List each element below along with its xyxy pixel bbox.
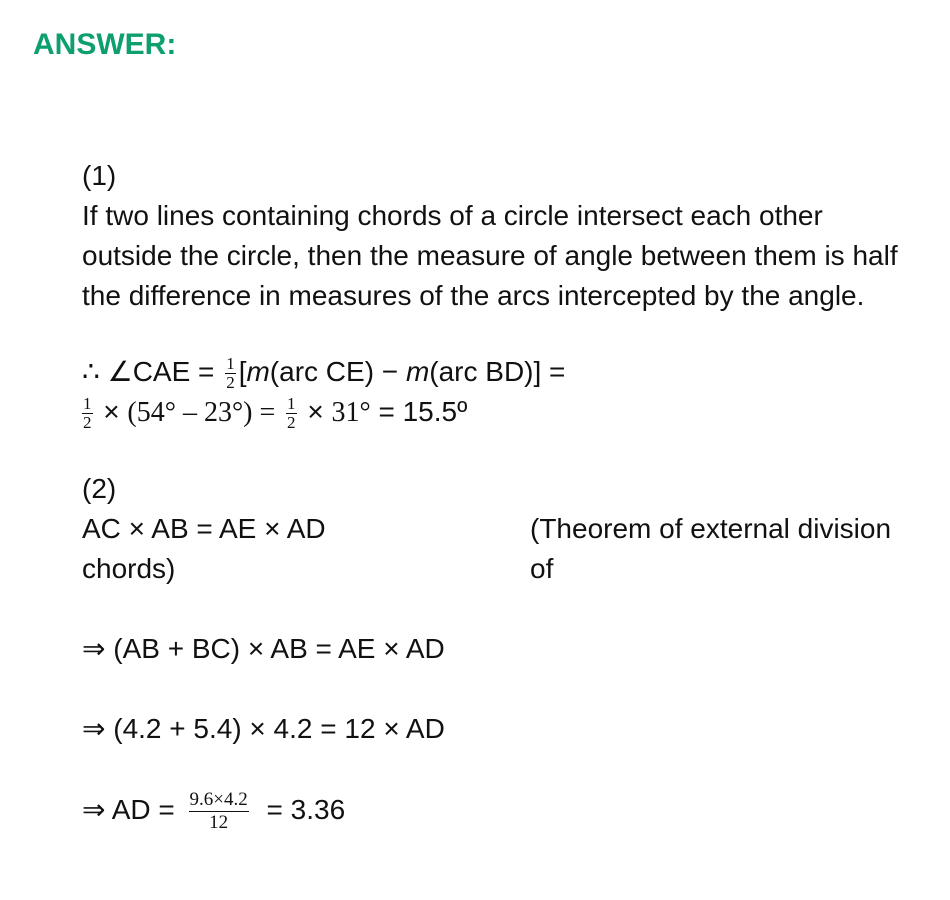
arc-bd-text: (arc BD)] = — [429, 356, 566, 387]
bracket-open: [ — [238, 356, 247, 387]
theorem-reason: (Theorem of external division of — [530, 513, 892, 585]
half-fraction — [225, 355, 236, 392]
arc-difference: (54° – 23°) = — [127, 397, 276, 429]
fraction-numerator: 1 — [226, 354, 235, 374]
external-division-equation: AC × AB = AE × AD — [82, 513, 326, 545]
fraction-denominator: 12 — [209, 812, 229, 834]
step-2: ⇒ (4.2 + 5.4) × 4.2 = 12 × AD — [82, 713, 445, 745]
step-3 — [82, 789, 912, 834]
fraction-denominator: 2 — [287, 413, 296, 433]
fraction-numerator: 9.6×4.2 — [189, 789, 248, 811]
fraction-denominator: 2 — [83, 413, 92, 433]
theorem-reason-continued: chords) — [82, 553, 176, 585]
times-sign: × — [103, 396, 120, 428]
part2-label: (2) — [82, 473, 117, 505]
part1-equation-line2 — [82, 392, 912, 433]
ad-fraction — [189, 789, 249, 834]
value-31-degrees: 31° — [331, 397, 371, 429]
step-1: ⇒ (AB + BC) × AB = AE × AD — [82, 633, 445, 665]
step3-prefix: ⇒ AD = — [82, 794, 175, 825]
solution-content — [82, 156, 912, 834]
half-fraction-2 — [82, 395, 93, 432]
measure-m-1: m — [246, 356, 270, 387]
measure-m-2: m — [405, 356, 430, 387]
half-fraction-3 — [286, 395, 297, 432]
fraction-denominator: 2 — [226, 373, 235, 393]
arc-ce-text: (arc CE) − — [269, 356, 399, 387]
therefore-angle-cae: ∴ ∠CAE = — [82, 356, 215, 387]
part1-equation-line1 — [82, 352, 912, 392]
times-sign: × — [307, 396, 324, 428]
part1-label: (1) — [82, 160, 117, 191]
part1-result: = 15.5º — [378, 396, 468, 428]
answer-heading: ANSWER: — [33, 28, 177, 61]
fraction-numerator: 1 — [83, 394, 92, 414]
theorem-text: If two lines containing chords of a circle intersect each other outside the circle, then the measure of angle between them is half the difference in measures of the arcs intercepted by the angle. — [82, 200, 898, 311]
step3-result: = 3.36 — [266, 794, 346, 825]
fraction-numerator: 1 — [287, 394, 296, 414]
